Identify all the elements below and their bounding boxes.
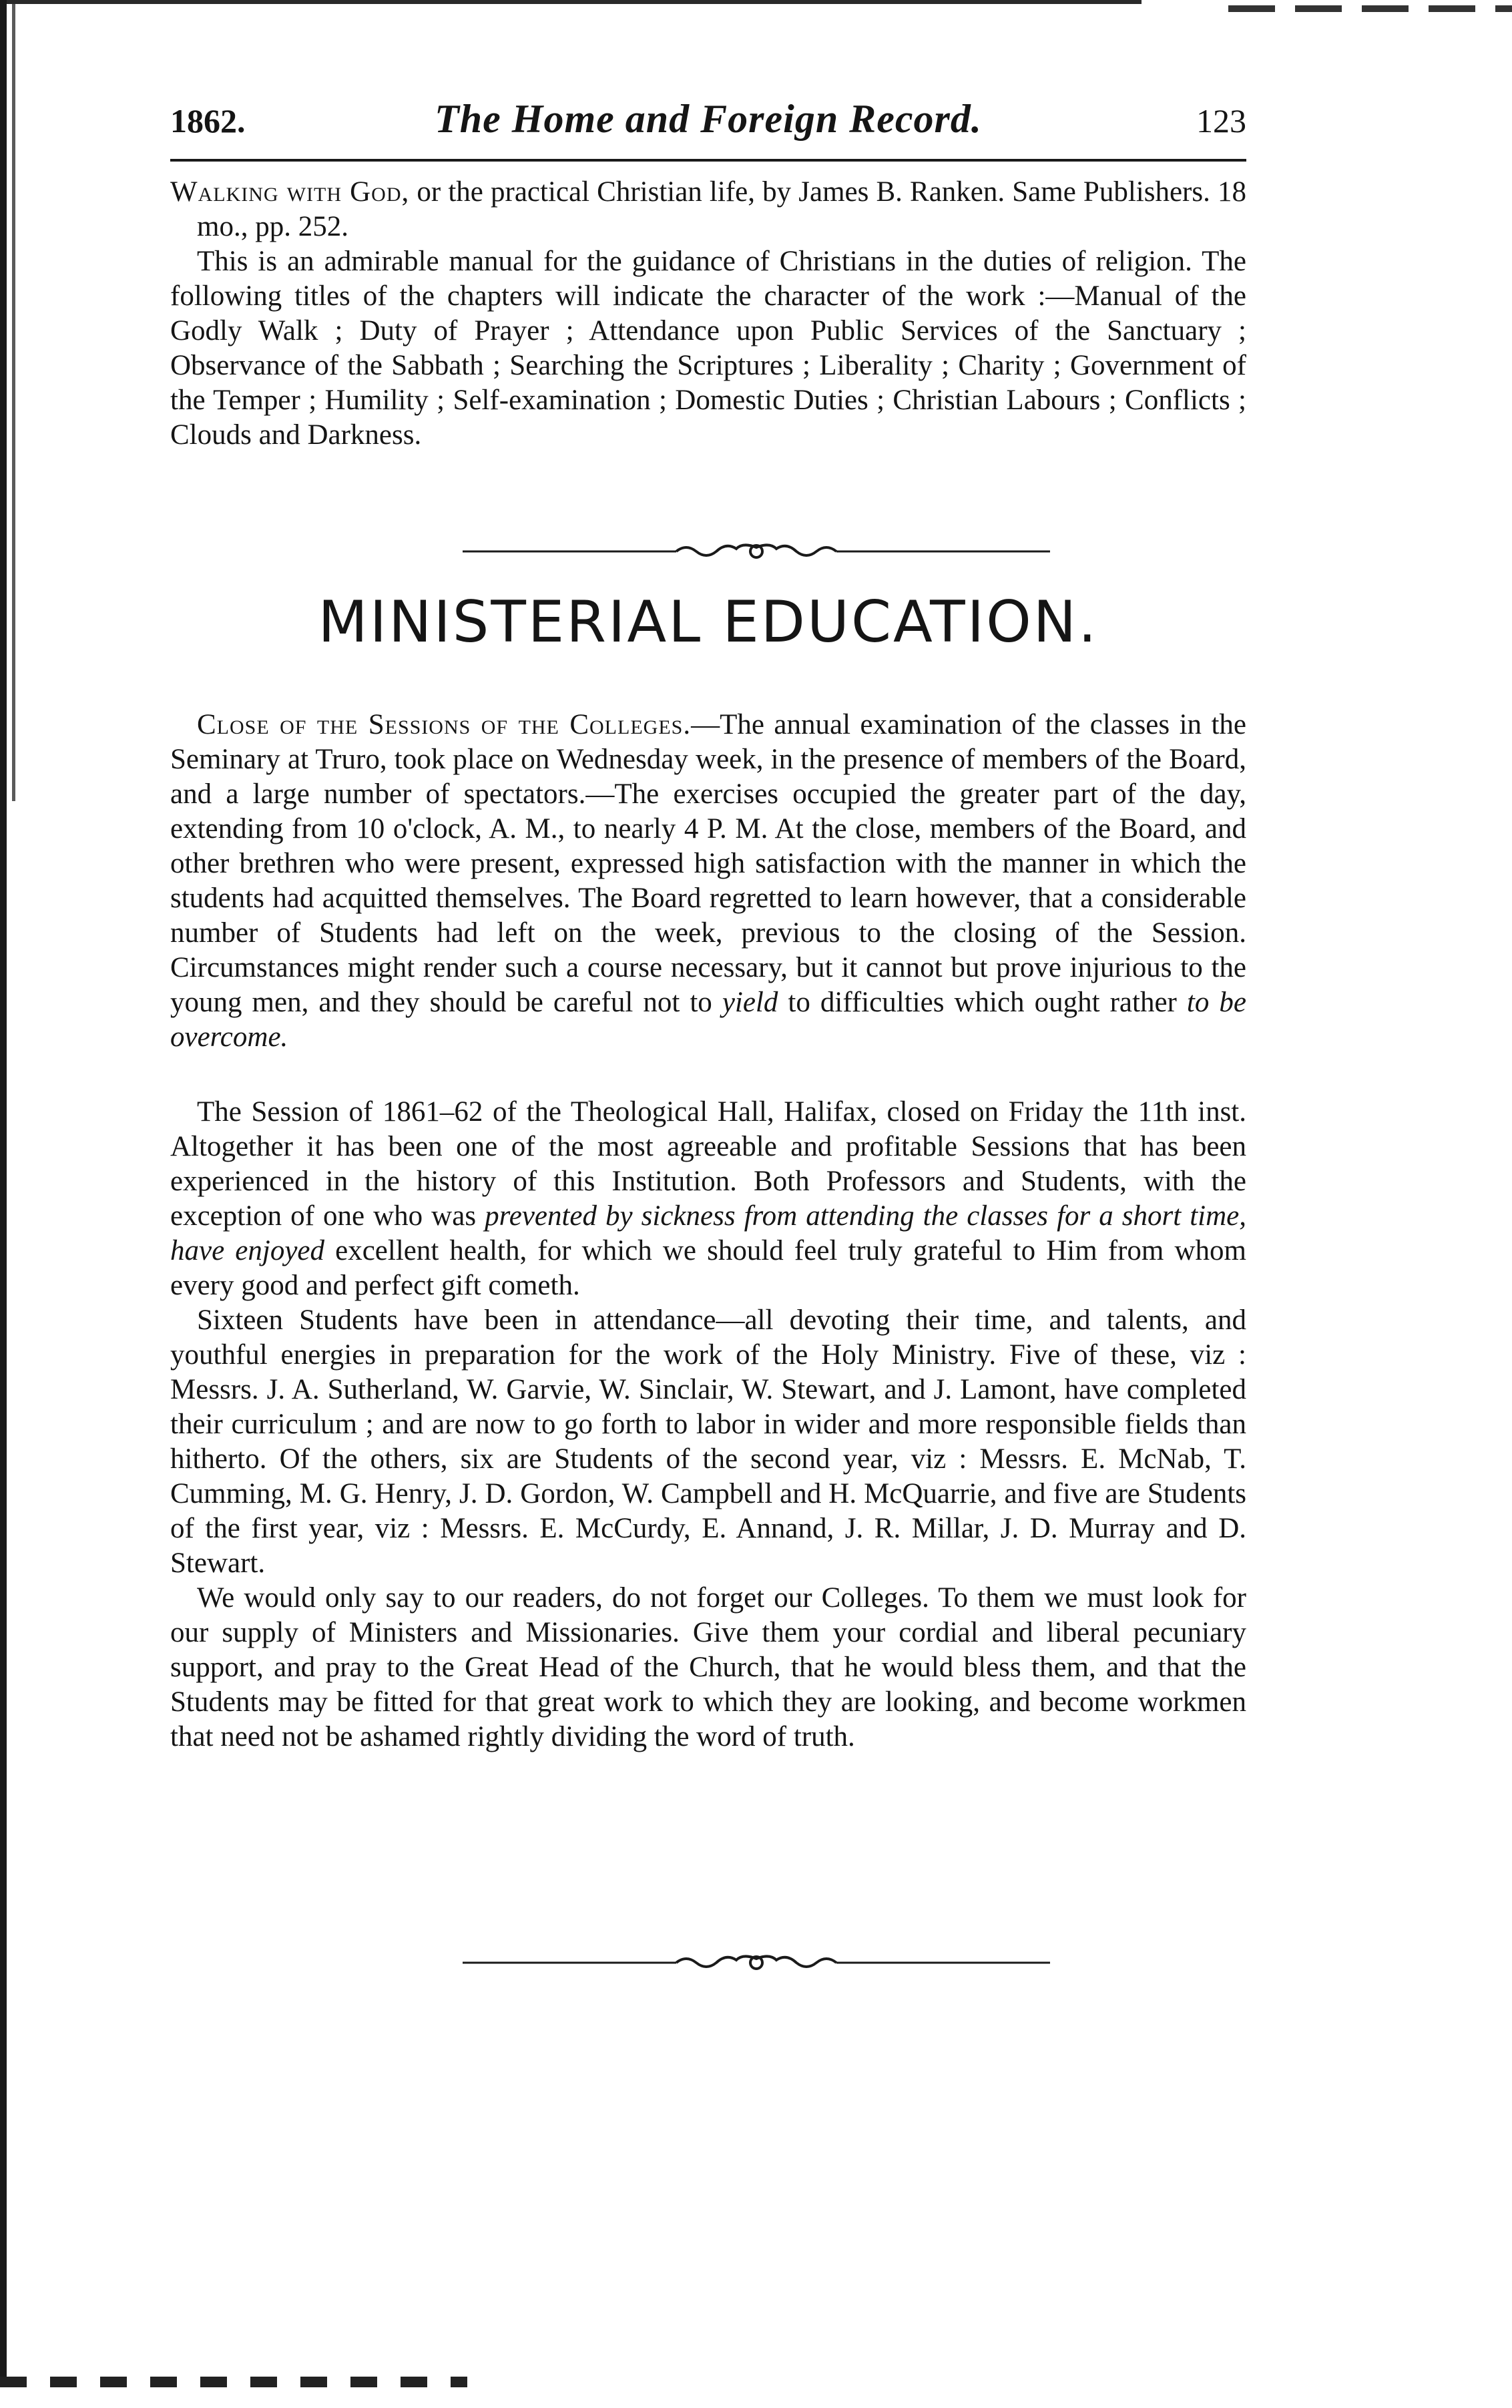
scan-edge-top-right — [1228, 5, 1512, 12]
page-number: 123 — [1196, 102, 1246, 140]
article-p1-emphasis-2: to be overcome. — [170, 987, 1246, 1053]
header-title: The Home and Foreign Record. — [435, 97, 982, 141]
article-p2-text-2: excellent health, for which we should feel truly grateful to Him from whom every good and perfect gift cometh. — [170, 1235, 1246, 1301]
article-paragraph-3: Sixteen Students have been in attendance—all devoting their time, and talents, and youthful energies in preparation for the work of the Holy Ministry. Five of these, viz : Messrs. J. A. Sutherland, W. Garvie, W. Sinclair, W. Stewart, and J. Lamont, have completed their curriculum ; and are now to go forth to labor in wider and more responsible fields than hitherto. Of the others, six are Students of the second year, viz : Messrs. E. McNab, T. Cumming, M. G. Henry, J. D. Gordon, W. Campbell and H. McQuarrie, and five are Students of the first year, viz : Messrs. E. McCurdy, E. Annand, J. R. Millar, J. D. Murray and D. Stewart. — [170, 1304, 1246, 1579]
ornamental-divider-bottom — [0, 1949, 1512, 1979]
article-paragraph-1 — [170, 708, 1246, 1055]
scan-edge-left — [0, 0, 7, 2377]
header-year: 1862. — [170, 102, 246, 140]
scan-edge-bottom — [0, 2377, 467, 2387]
article-paragraph-2 — [170, 1095, 1246, 1303]
paragraph-gap — [170, 1055, 1246, 1095]
review-citation — [170, 175, 1246, 244]
article-p2-emphasis: prevented by sickness from attending the classes for a short time, have enjoyed — [170, 1200, 1247, 1266]
article-p2-text: The Session of 1861–62 of the Theological Hall, Halifax, closed on Friday the 11th inst. Altogether it has been one of the most agreeable and profitable Sessions that has been experienced in the history of this Institution. Both Professors and Students, with the exception of one who was — [170, 1096, 1246, 1232]
scan-edge-top — [7, 0, 1142, 4]
running-header — [170, 93, 1246, 154]
divider-ornament-icon — [456, 538, 1057, 565]
review-title: Walking with God, — [170, 176, 410, 208]
section-heading: MINISTERIAL EDUCATION. — [318, 589, 1099, 656]
article-lead-heading: Close of the Sessions of the Colleges. — [197, 709, 692, 740]
article-p1-text-2: to difficulties which ought rather — [778, 987, 1187, 1018]
article-p1-text: —The annual examination of the classes in the Seminary at Truro, took place on Wednesday week, in the presence of members of the Board, and a large number of spectators.—The exercises occupied the greater part of the day, extending from 10 o'clock, A. M., to nearly 4 P. M. At the close, members of the Board, and other brethren who were present, expressed high satisfaction with the manner in which the students had acquitted themselves. The Board regretted to learn however, that a considerable number of Students had left on the week, previous to the closing of the Session. Circumstances might render such a course necessary, but it cannot but prove injurious to the young men, and they should be careful not to — [170, 709, 1247, 1018]
header-rule — [170, 159, 1246, 162]
scan-edge-left-shadow — [12, 0, 15, 801]
divider-ornament-icon — [456, 1949, 1057, 1976]
article-body — [170, 708, 1246, 1754]
article-p1-emphasis-1: yield — [722, 987, 778, 1018]
review-body: This is an admirable manual for the guidance of Christians in the duties of religion. The following titles of the chapters will indicate the character of the work :—Manual of the Godly Walk ; Duty of Prayer ; Attendance upon Public Services of the Sanctuary ; Observance of the Sabbath ; Searching the Scriptures ; Liberality ; Charity ; Government of the Temper ; Humility ; Self-examination ; Domestic Duties ; Christian Labours ; Conflicts ; Clouds and Darkness. — [170, 246, 1246, 451]
article-paragraph-4: We would only say to our readers, do not forget our Colleges. To them we must look for our supply of Ministers and Missionaries. Give them your cordial and liberal pecuniary support, and pray to the Great Head of the Church, that he would bless them, and that the Students may be fitted for that great work to which they are looking, and become workmen that need not be ashamed rightly dividing the word of truth. — [170, 1582, 1246, 1752]
book-review — [170, 175, 1246, 453]
review-citation-details: or the practical Christian life, by James B. Ranken. Same Publishers. 18 mo., pp. 252. — [197, 176, 1246, 242]
ornamental-divider-top — [0, 538, 1512, 568]
